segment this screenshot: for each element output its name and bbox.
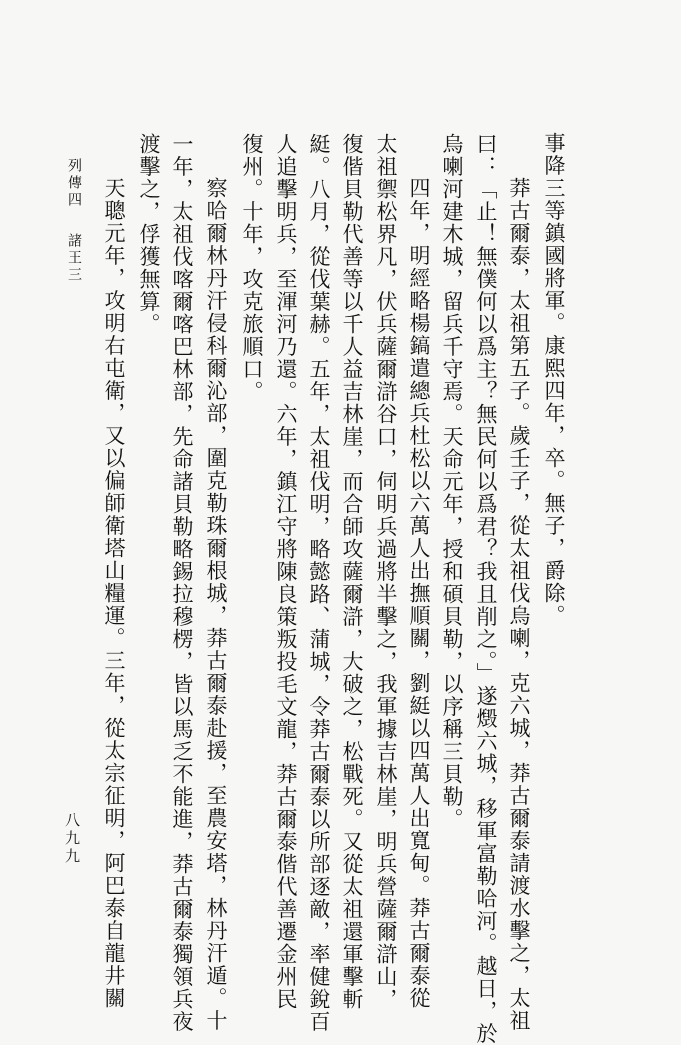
page-number: 八九九 [63, 812, 81, 866]
text-column-1: 事降三等鎮國將軍。康熙四年，卒。無子，爵除。 [542, 132, 566, 627]
text-column-9: 人追擊明兵，至渾河乃還。六年，鎮江守將陳良策叛投毛文龍，莽古爾泰偕代善遷金州民 [274, 133, 298, 1011]
text-column-12: 一年，太祖伐喀爾喀巴林部，先命諸貝勒略錫拉穆楞，皆以馬乏不能進，莽古爾泰獨領兵夜 [170, 133, 194, 1033]
running-head-section: 諸王三 [66, 233, 82, 284]
text-column-3: 曰：「止！無僕何以爲主？無民何以爲君？我且削之。」遂燬六城，移軍富勒哈河。越日，於 [474, 133, 498, 1045]
text-column-14: 天聰元年，攻明右屯衛，又以偏師衛塔山糧運。三年，從太宗征明，阿巴泰自龍井關 [102, 177, 126, 1010]
running-head-chapter: 列傳四 [66, 158, 82, 209]
text-column-6: 太祖禦松界凡，伏兵薩爾滸谷口，伺明兵過將半擊之，我軍據吉林崖，明兵營薩爾滸山， [374, 133, 398, 1011]
text-column-11: 察哈爾林丹汗侵科爾沁部，圍克勒珠爾根城，莽古爾泰赴援，至農安塔，林丹汗遁。十 [204, 177, 228, 1032]
text-column-5: 四年，明經略楊鎬遣總兵杜松以六萬人出撫順關，劉綎以四萬人出寬甸。莽古爾泰從 [407, 177, 431, 1010]
text-column-10: 復州。十年，攻克旅順口。 [240, 133, 264, 403]
text-column-4: 烏喇河建木城，留兵千守焉。天命元年，授和碩貝勒，以序稱三貝勒。 [440, 133, 464, 831]
text-column-2: 莽古爾泰，太祖第五子。歲壬子，從太祖伐烏喇，克六城，莽古爾泰請渡水擊之，太祖 [507, 177, 531, 1032]
text-column-8: 綎。八月，從伐葉赫。五年，太祖伐明，略懿路、蒲城，令莽古爾泰以所部逐敵，率健銳百 [307, 133, 331, 1033]
text-column-7: 復偕貝勒代善等以千人益吉林崖，而合師攻薩爾滸，大破之，松戰死。又從太祖還軍擊斬 [340, 133, 364, 1011]
text-column-13: 渡擊之，俘獲無算。 [137, 133, 161, 336]
